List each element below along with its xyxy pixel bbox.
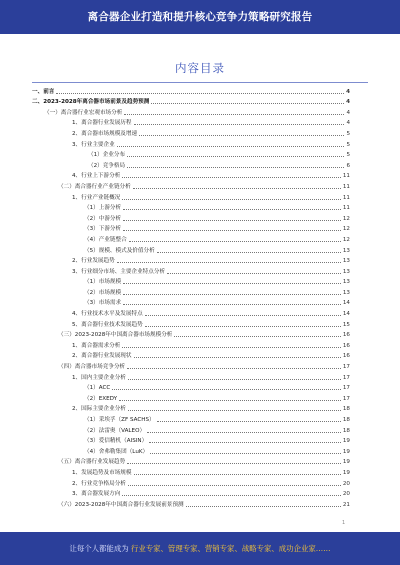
- toc-entry-page: 6: [346, 162, 350, 169]
- toc-entry-page: 17: [342, 374, 350, 381]
- toc-entry[interactable]: [32, 318, 350, 329]
- toc-leader-dots: [151, 103, 344, 104]
- toc-entry-title: （1）ACC: [84, 385, 111, 392]
- toc-leader-dots: [147, 432, 341, 433]
- toc-leader-dots: [134, 124, 345, 125]
- toc-entry[interactable]: [32, 244, 350, 255]
- toc-leader-dots: [133, 188, 341, 189]
- toc-entry-page: 15: [342, 321, 350, 328]
- toc-leader-dots: [127, 156, 344, 157]
- toc-leader-dots: [149, 442, 341, 443]
- toc-entry-title: （3）爱信精机（AISIN）: [84, 438, 148, 445]
- toc-entry-page: 12: [342, 236, 350, 243]
- toc-entry-page: 18: [342, 417, 350, 423]
- toc-entry[interactable]: [32, 85, 350, 96]
- toc-entry-page: 5: [346, 130, 350, 137]
- toc-entry-page: 11: [342, 183, 350, 190]
- toc-leader-dots: [123, 283, 341, 284]
- toc-entry-title: 1、离合器需求分析: [72, 342, 121, 349]
- toc-leader-dots: [145, 326, 341, 327]
- toc-entry-title: （3）下游分析: [84, 226, 122, 233]
- toc-entry-title: 1、发展趋势及市场规模: [72, 469, 132, 476]
- toc-entry[interactable]: [32, 202, 350, 213]
- toc-entry-page: 4: [346, 109, 350, 116]
- toc-entry[interactable]: [32, 339, 350, 350]
- toc-entry[interactable]: [32, 191, 350, 202]
- toc-leader-dots: [128, 379, 341, 380]
- toc-entry-page: 12: [342, 215, 350, 222]
- toc-entry[interactable]: [32, 286, 350, 297]
- toc-entry-page: 19: [342, 469, 350, 476]
- toc-leader-dots: [123, 220, 341, 221]
- page-number: 1: [342, 520, 346, 526]
- toc-entry[interactable]: [32, 445, 350, 456]
- toc-leader-dots: [134, 357, 341, 358]
- toc-entry-title: （二）离合器行业产业链分析: [58, 183, 131, 190]
- toc-entry-title: 4、行业上下游分析: [72, 173, 121, 180]
- toc-leader-dots: [112, 389, 341, 390]
- toc-entry-title: 4、行业技术水平及发展特点: [72, 311, 143, 318]
- toc-entry-page: 16: [342, 353, 350, 360]
- toc-entry-title: 二、2023-2028年离合器市场前景及趋势预测: [32, 99, 150, 106]
- toc-entry[interactable]: [32, 329, 350, 340]
- toc-entry-title: （2）中游分析: [84, 215, 122, 222]
- toc-entry-title: 2、行业竞争格局分析: [72, 480, 126, 487]
- toc-entry-title: （一）离合器行业宏观市场分析: [44, 109, 123, 116]
- toc-entry-title: 1、离合器行业发展历程: [72, 120, 132, 127]
- toc-entry-page: 5: [346, 141, 350, 148]
- toc-entry[interactable]: [32, 212, 350, 223]
- toc-entry[interactable]: [32, 392, 350, 403]
- toc-entry[interactable]: [32, 371, 350, 382]
- toc-entry[interactable]: [32, 170, 350, 181]
- toc-entry-page: 20: [342, 480, 350, 487]
- toc-leader-dots: [127, 368, 341, 369]
- toc-entry-page: 17: [342, 395, 350, 402]
- toc-entry-title: 1、国内主要企业分析: [72, 374, 126, 381]
- toc-entry-title: 1、行业产业链概况: [72, 194, 121, 201]
- toc-leader-dots: [128, 485, 341, 486]
- toc-entry-page: 12: [342, 226, 350, 233]
- toc-entry-title: （六）2023-2028年中国离合器行业发展前景预测: [58, 501, 184, 508]
- toc-entry-title: （3）市场需求: [84, 300, 122, 307]
- toc-entry-title: 2、国际主要企业分析: [72, 406, 126, 413]
- toc-entry[interactable]: [32, 456, 350, 467]
- toc-entry[interactable]: [32, 127, 350, 138]
- toc-entry[interactable]: [32, 276, 350, 287]
- toc-entry[interactable]: [32, 255, 350, 266]
- toc-leader-dots: [123, 304, 341, 305]
- toc-entry-page: 16: [342, 332, 350, 339]
- toc-entry-page: 21: [342, 501, 350, 508]
- toc-leader-dots: [127, 463, 341, 464]
- toc-entry-title: （4）舍弗勒集团（LuK）: [84, 448, 149, 455]
- toc-entry[interactable]: [32, 149, 350, 160]
- toc-entry[interactable]: [32, 403, 350, 414]
- toc-leader-dots: [157, 421, 341, 422]
- toc-entry[interactable]: [32, 233, 350, 244]
- toc-leader-dots: [56, 93, 344, 94]
- toc-entry[interactable]: [32, 488, 350, 499]
- toc-entry-page: 11: [342, 194, 350, 201]
- toc-leader-dots: [150, 453, 341, 454]
- toc-entry[interactable]: [32, 435, 350, 446]
- toc-entry-title: 2、离合器行业发展现状: [72, 353, 132, 360]
- toc-entry-page: 11: [342, 173, 350, 180]
- toc-entry-page: 13: [342, 289, 350, 296]
- toc-entry[interactable]: [32, 307, 350, 318]
- footer-slogan: [0, 543, 400, 554]
- toc-leader-dots: [123, 230, 341, 231]
- toc-entry[interactable]: [32, 265, 350, 276]
- toc-entry-title: （三）2023-2028年中国离合器市场规模分析: [58, 332, 173, 339]
- toc-entry-page: 14: [342, 311, 350, 318]
- toc-entry-page: 11: [342, 205, 350, 212]
- toc-entry[interactable]: [32, 180, 350, 191]
- toc-leader-dots: [186, 506, 341, 507]
- toc-leader-dots: [124, 114, 344, 115]
- toc-entry[interactable]: [32, 477, 350, 488]
- toc-entry[interactable]: [32, 159, 350, 170]
- toc-entry[interactable]: [32, 96, 350, 107]
- toc-entry-title: 2、离合器市场规模及增速: [72, 130, 138, 137]
- toc-entry-page: 13: [342, 279, 350, 286]
- toc-entry[interactable]: [32, 106, 350, 117]
- toc-entry-title: （1）采埃孚（ZF SACHS）: [84, 417, 155, 423]
- toc-entry-title: （2）法雷奥（VALEO）: [84, 427, 146, 434]
- toc-entry-page: 18: [342, 406, 350, 413]
- toc-leader-dots: [167, 273, 341, 274]
- toc-leader-dots: [122, 347, 341, 348]
- toc-entry[interactable]: [32, 350, 350, 361]
- toc-entry[interactable]: [32, 223, 350, 234]
- toc-entry-title: （2）市场规模: [84, 289, 122, 296]
- toc-entry-title: 3、离合器发展方向: [72, 491, 121, 498]
- toc-entry-title: （1）市场规模: [84, 279, 122, 286]
- toc-entry[interactable]: [32, 117, 350, 128]
- toc-entry[interactable]: [32, 498, 350, 509]
- toc-leader-dots: [117, 146, 345, 147]
- toc-entry-title: （五）离合器行业发展趋势: [58, 459, 126, 466]
- toc-leader-dots: [157, 252, 341, 253]
- toc-entry-title: （5）规模、模式及价值分析: [84, 247, 155, 254]
- toc-entry-page: 19: [342, 448, 350, 455]
- toc-leader-dots: [139, 135, 344, 136]
- toc-leader-dots: [129, 241, 341, 242]
- toc-entry-title: （1）上游分析: [84, 205, 122, 212]
- toc-entry[interactable]: [32, 424, 350, 435]
- toc-entry[interactable]: [32, 466, 350, 477]
- toc-leader-dots: [117, 262, 341, 263]
- toc-divider: [32, 82, 368, 83]
- toc-leader-dots: [127, 167, 344, 168]
- toc-entry-title: （1）企业分布: [88, 152, 126, 159]
- toc-entry[interactable]: [32, 297, 350, 308]
- toc-leader-dots: [123, 294, 341, 295]
- toc-entry-page: 5: [346, 152, 350, 159]
- toc-entry[interactable]: [32, 360, 350, 371]
- toc-entry-page: 17: [342, 385, 350, 392]
- toc-leader-dots: [122, 199, 341, 200]
- toc-leader-dots: [174, 336, 340, 337]
- footer-slogan-prefix: 让每个人都能成为: [69, 544, 129, 553]
- toc-entry-page: 17: [342, 364, 350, 371]
- toc-leader-dots: [128, 410, 341, 411]
- report-title: 离合器企业打造和提升核心竞争力策略研究报告: [87, 11, 313, 23]
- toc-entry-title: （4）产业链整合: [84, 236, 127, 243]
- toc-entry-title: （2）EXEDY: [84, 395, 118, 402]
- toc-entry-page: 4: [346, 120, 350, 127]
- footer-slogan-suffix: 行业专家、管理专家、营销专家、战略专家、成功企业家……: [130, 544, 331, 553]
- toc-entry[interactable]: [32, 382, 350, 393]
- toc-entry-page: 13: [342, 268, 350, 275]
- toc-entry-title: 一、前言: [32, 88, 55, 95]
- toc-entry-title: 5、离合器行业技术发展趋势: [72, 321, 143, 328]
- toc-leader-dots: [145, 315, 341, 316]
- toc-entry-page: 4: [346, 88, 350, 95]
- toc-entry-title: 2、行业发展趋势: [72, 258, 115, 265]
- toc-leader-dots: [123, 209, 341, 210]
- toc-entry-page: 20: [342, 491, 350, 498]
- toc-leader-dots: [122, 177, 341, 178]
- toc-entry-page: 13: [342, 258, 350, 265]
- toc-entry[interactable]: [32, 138, 350, 149]
- toc-entry-page: 4: [346, 99, 350, 106]
- toc-leader-dots: [122, 495, 341, 496]
- toc-entry-title: 3、行业细分市场、主要企业特点分析: [72, 268, 166, 275]
- table-of-contents: [32, 85, 350, 509]
- toc-entry-title: 3、行业主要企业: [72, 141, 115, 148]
- toc-entry-page: 16: [342, 342, 350, 349]
- toc-heading: 内容目录: [175, 61, 225, 75]
- toc-entry-page: 13: [342, 247, 350, 254]
- toc-entry-title: （四）离合器市场竞争分析: [58, 364, 126, 371]
- toc-entry[interactable]: [32, 413, 350, 424]
- toc-entry-page: 19: [342, 438, 350, 445]
- toc-entry-page: 19: [342, 459, 350, 466]
- toc-entry-page: 18: [342, 427, 350, 434]
- toc-leader-dots: [119, 400, 341, 401]
- toc-entry-page: 14: [342, 300, 350, 307]
- toc-entry-title: （2）竞争格局: [88, 162, 126, 169]
- toc-leader-dots: [134, 474, 341, 475]
